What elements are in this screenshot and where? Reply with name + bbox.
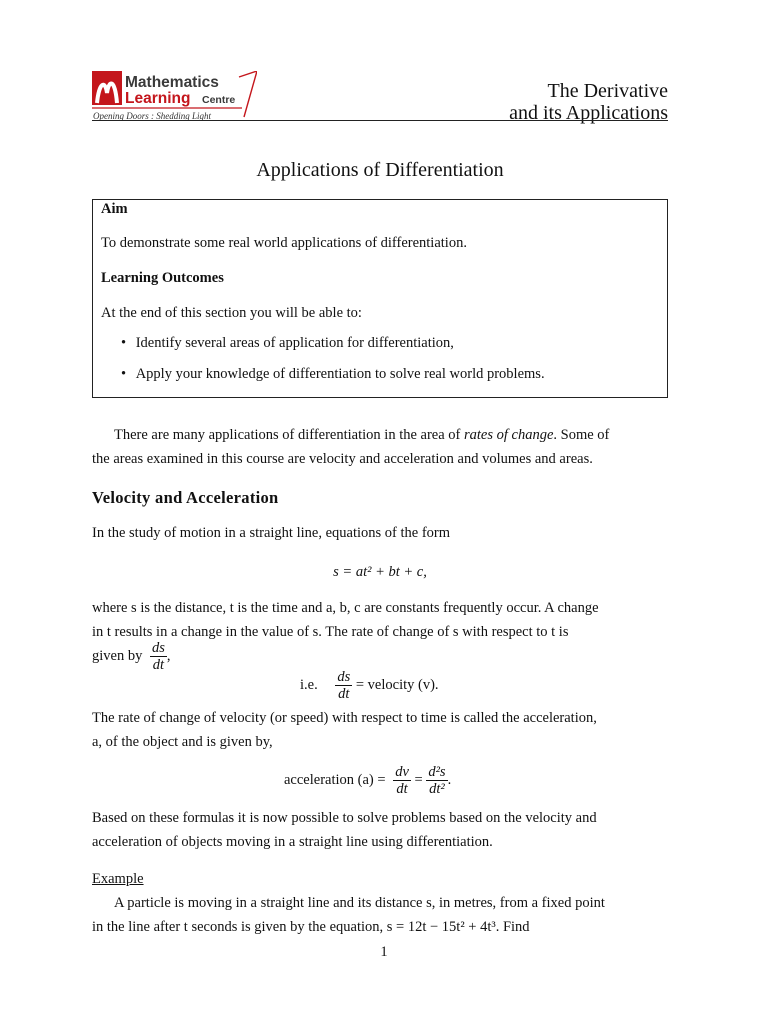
logo-learning: Learning xyxy=(125,90,191,107)
equation-1: s = at² + bt + c, xyxy=(333,564,427,580)
outcome-bullet-2 xyxy=(121,366,545,383)
p2-line3: given by $\frac{ds}{dt}$ , xyxy=(92,640,171,673)
bullet-icon: • xyxy=(121,366,127,382)
d2s-dt2-fraction: $\frac{\text{d²s}}{\text{dt²}}$ xyxy=(428,764,446,797)
page-number: 1 xyxy=(380,944,388,960)
p4-line1: Based on these formulas it is now possible to solve problems based on the velocity and xyxy=(92,810,597,826)
section-heading: Velocity and Acceleration xyxy=(92,488,279,507)
section-p1: In the study of motion in a straight line, equations of the form xyxy=(92,525,451,541)
intro-line2: the areas examined in this course are velocity and acceleration and volumes and areas. xyxy=(92,451,593,467)
bullet-icon: • xyxy=(121,335,127,351)
logo-centre: Centre xyxy=(202,94,236,106)
p2-line1: where s is the distance, t is the time and a, b, c are constants frequently occur. A change xyxy=(92,600,599,616)
intro-paragraph xyxy=(92,423,668,471)
section-p3 xyxy=(92,706,668,754)
aim-text: To demonstrate some real world applications of differentiation. xyxy=(101,235,467,251)
p4-line2: acceleration of objects moving in a straight line using differentiation. xyxy=(92,834,493,850)
intro-line1: There are many applications of differentiation in the area of rates of change. Some of xyxy=(114,427,610,443)
velocity-equation: i.e. $\frac{ds}{dt}$ = velocity (v). xyxy=(300,669,439,702)
outcome-text-1: Identify several areas of application for differentiation, xyxy=(135,335,454,351)
header-rule xyxy=(92,120,668,121)
aim-heading: Aim xyxy=(101,201,128,217)
section-p4 xyxy=(92,806,668,854)
aim-box xyxy=(92,199,668,398)
logo-mathematics: Mathematics xyxy=(125,74,219,91)
p3-line1: The rate of change of velocity (or speed) with respect to time is called the acceleration, xyxy=(92,710,597,726)
logo-tagline: Opening Doors : Shedding Light xyxy=(93,111,211,121)
section-p2 xyxy=(92,596,668,644)
mathematics-learning-centre-logo xyxy=(92,71,257,123)
document-title: Applications of Differentiation xyxy=(256,159,504,181)
p2-line2: in t results in a change in the value of s. The rate of change of s with respect to t is xyxy=(92,624,569,640)
outcomes-intro: At the end of this section you will be able to: xyxy=(101,305,362,321)
header-title-line2: and its Applications xyxy=(509,102,668,124)
header-title-line1: The Derivative xyxy=(547,80,668,102)
acceleration-equation: acceleration (a) = $\frac{dv}{dt}$ = $\frac{\text{d²s}}{\text{dt²}}$ . xyxy=(284,764,452,797)
ex-line1: A particle is moving in a straight line and its distance s, in metres, from a fixed point xyxy=(114,895,605,911)
dv-dt-fraction: $\frac{dv}{dt}$ xyxy=(395,764,409,797)
ds-dt-fraction-2: $\frac{ds}{dt}$ xyxy=(337,669,351,702)
rates-of-change-emphasis: rates of change xyxy=(464,427,554,443)
outcome-text-2: Apply your knowledge of differentiation to solve real world problems. xyxy=(135,366,545,382)
outcomes-heading: Learning Outcomes xyxy=(101,270,224,286)
outcome-bullet-1 xyxy=(121,335,454,352)
ds-dt-fraction: $\frac{ds}{dt}$ xyxy=(151,640,165,673)
ex-line2: in the line after t seconds is given by the equation, s = 12t − 15t² + 4t³. Find xyxy=(92,919,530,935)
example-text xyxy=(92,891,668,939)
header-title xyxy=(509,80,668,124)
example-label: Example xyxy=(92,871,144,887)
p3-line2: a, of the object and is given by, xyxy=(92,734,273,750)
